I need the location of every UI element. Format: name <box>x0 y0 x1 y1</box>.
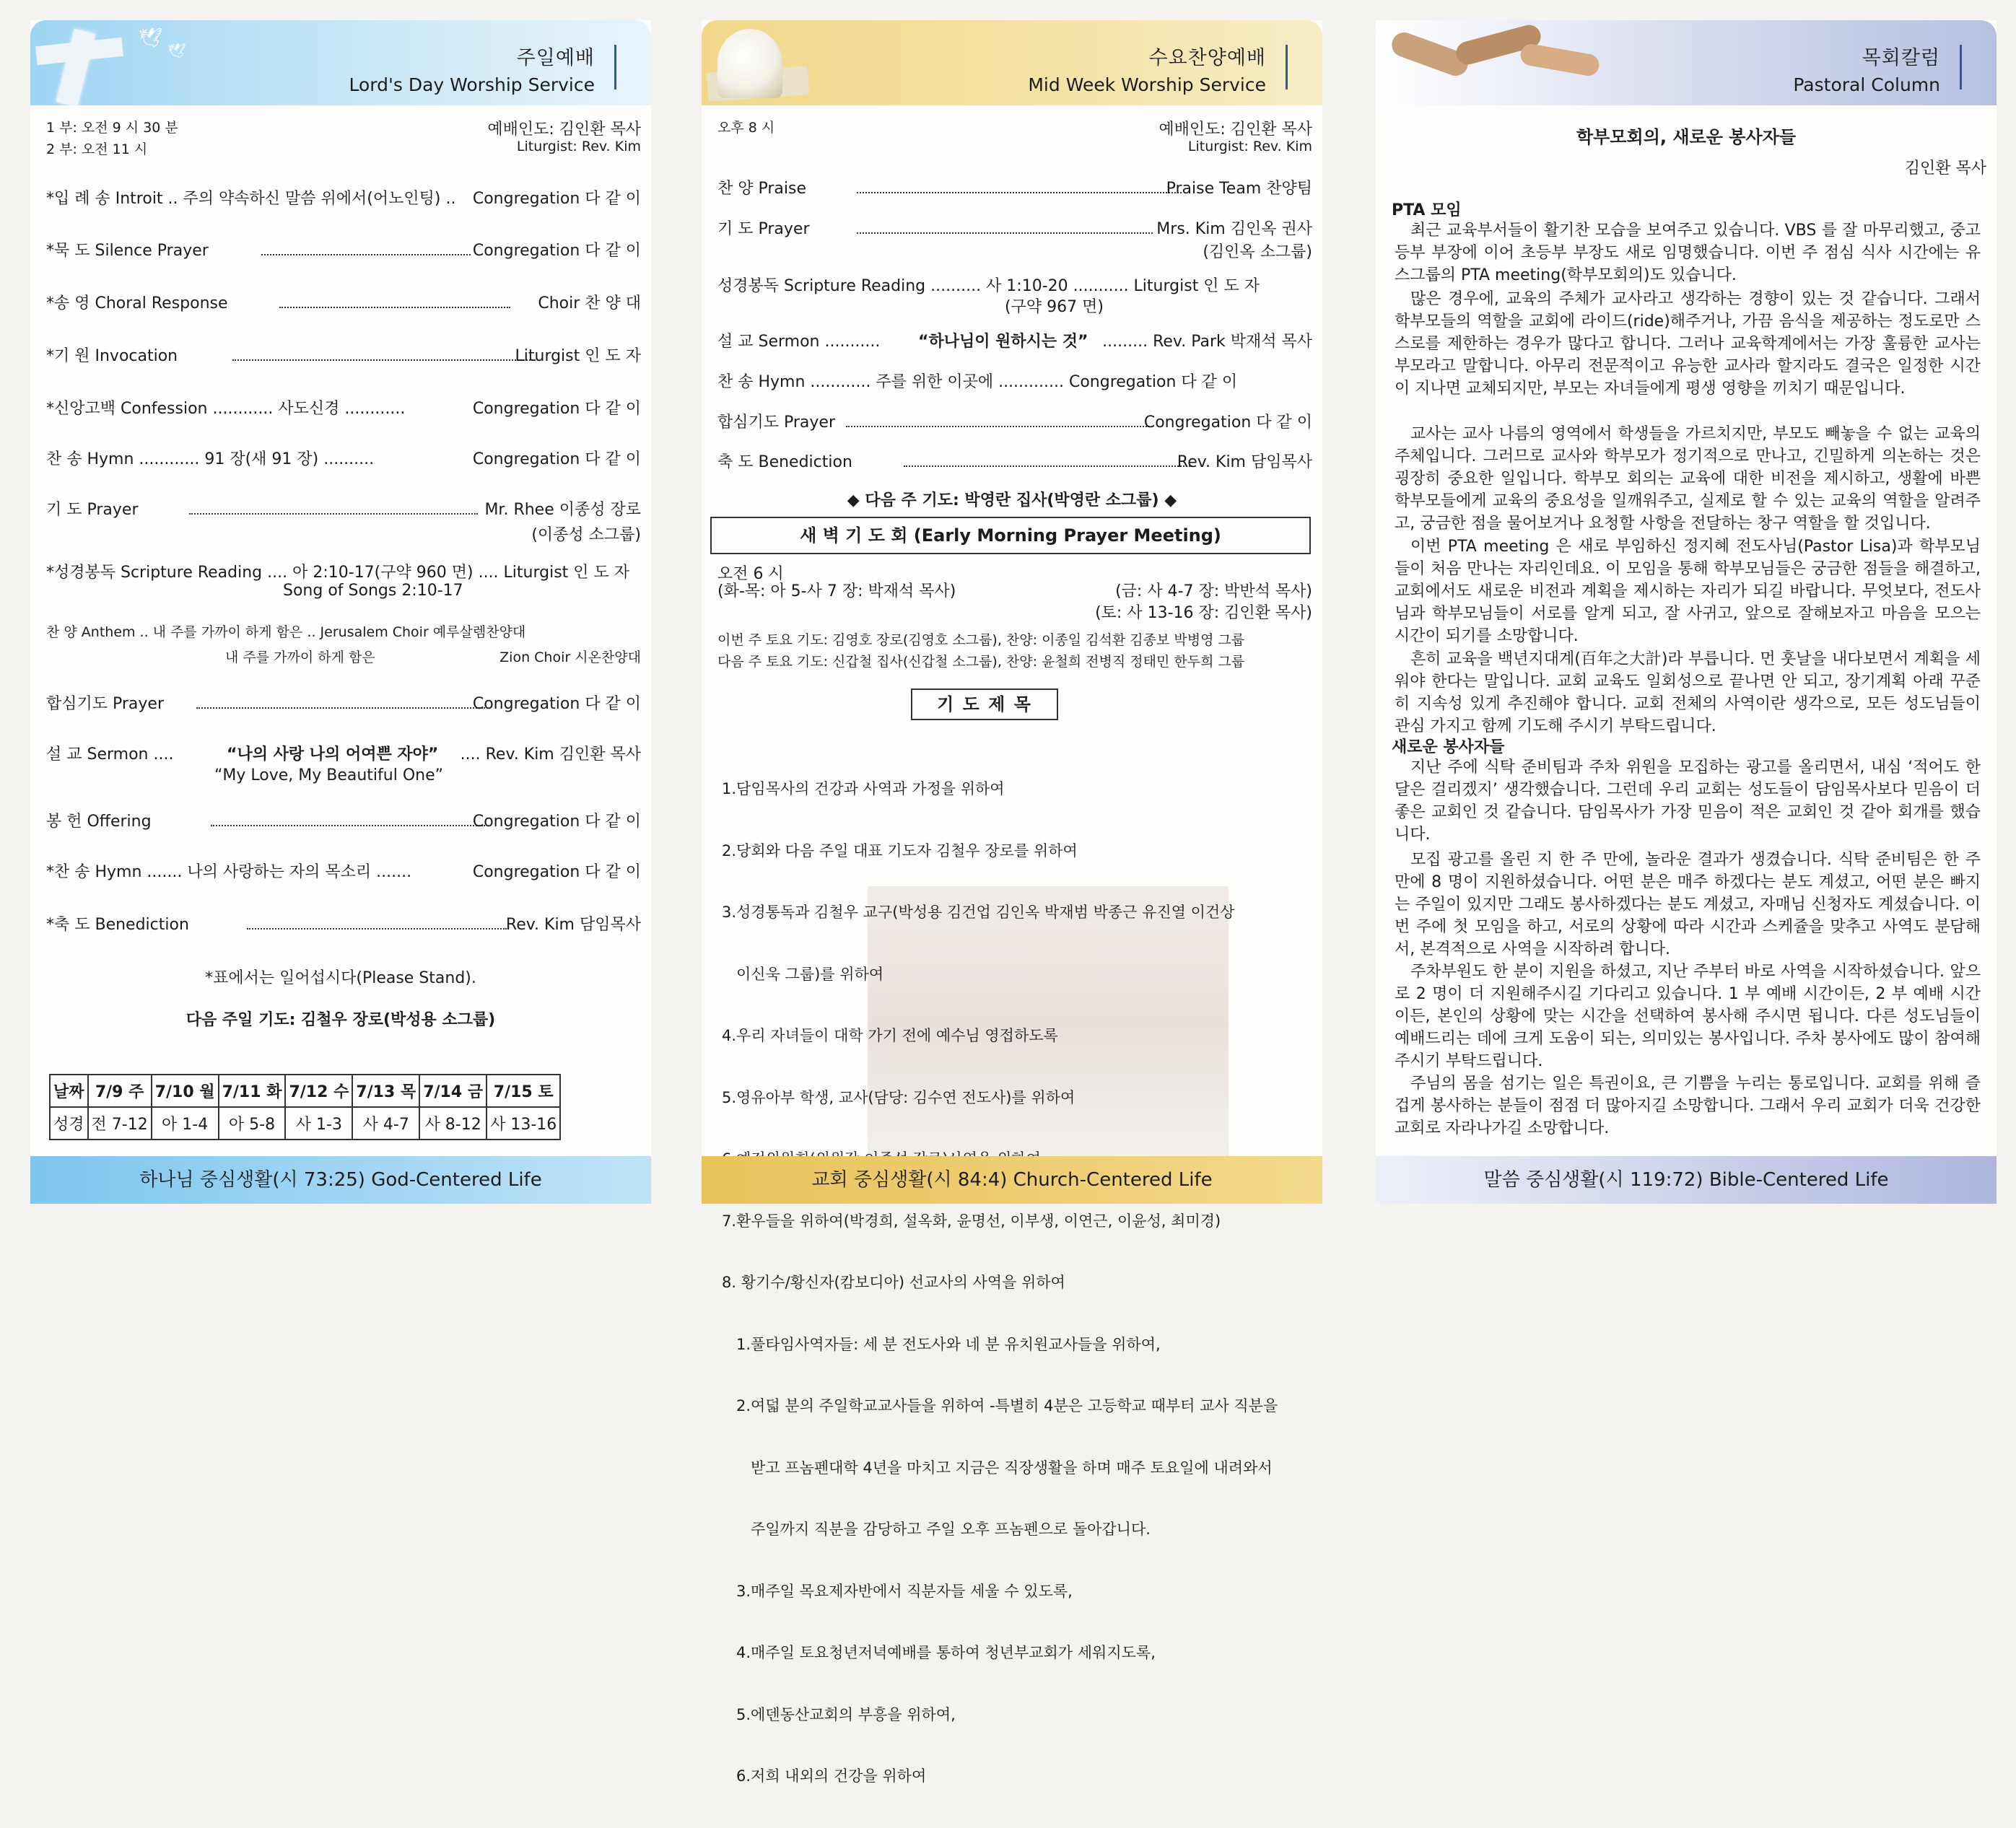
list-item: 받고 프놈펜대학 4년을 마치고 지금은 직장생활을 하며 매주 토요일에 내려와서 <box>722 1459 1273 1477</box>
list-item: 4.우리 자녀들이 대학 가기 전에 예수님 영접하도록 <box>722 1027 1058 1044</box>
order-item-joint-prayer: 합심기도 Prayer <box>46 695 165 713</box>
sermon-title: “하나님이 원하시는 것” <box>918 333 1088 351</box>
next-prayer: 다음 주일 기도: 김철우 장로(박성용 소그룹) <box>186 1011 496 1029</box>
list-item: 6.저희 내외의 건강을 위하여 <box>722 1767 927 1785</box>
order-item-right: Praise Team 찬양팀 <box>1166 180 1312 198</box>
table-cell: 7/12 수 <box>285 1075 352 1107</box>
order-item-sermon: 설 교 Sermon .... <box>46 745 174 764</box>
order-item-right: Mr. Rhee 이종성 장로 <box>484 501 641 519</box>
list-item: 1.담임목사의 건강과 사역과 가정을 위하여 <box>722 780 1005 797</box>
saturday-prayer-next-week: 다음 주 토요 기도: 신갑철 집사(신갑철 소그룹), 찬양: 윤철희 전병직 정태민 한두희 그룹 <box>717 654 1245 670</box>
midweek-header <box>702 20 1322 105</box>
dawn-prayer-title: 새 벽 기 도 회 (Early Morning Prayer Meeting) <box>710 517 1311 554</box>
sermon-title: “나의 사랑 나의 어여쁜 자야” <box>227 745 439 764</box>
lords-day-column <box>30 20 651 1204</box>
prayer-group: (김인옥 소그룹) <box>1203 243 1312 261</box>
table-cell: 성경 <box>50 1107 88 1140</box>
order-item-right: Congregation 다 같 이 <box>472 400 641 418</box>
order-item-right: Congregation 다 같 이 <box>472 813 641 831</box>
order-item-offering: 봉 헌 Offering <box>46 813 152 831</box>
section-title <box>1793 42 1940 95</box>
list-item: 3.매주일 목요제자반에서 직분자들 세울 수 있도록, <box>722 1582 1073 1600</box>
order-item-right: Mrs. Kim 김인옥 권사 <box>1156 220 1312 238</box>
table-cell: 전 7-12 <box>88 1107 152 1140</box>
order-item-benediction: 축 도 Benediction <box>717 453 852 471</box>
scripture-page: (구약 967 면) <box>1005 298 1104 316</box>
sermon-preacher: ......... Rev. Park 박재석 목사 <box>1102 333 1312 351</box>
scripture-ref-en: Song of Songs 2:10-17 <box>283 582 463 600</box>
list-item: 이신욱 그룹)를 위하여 <box>722 965 884 983</box>
paragraph: 최근 교육부서들이 활기찬 모습을 보여주고 있습니다. VBS 를 잘 마무리했고, 중고등부 부장에 이어 초등부 부장도 새로 임명했습니다. 이번 주 점심 식사 시간에는 유스그룹의 PTA meeting(학부모회의)도 있습니다. <box>1395 222 1981 284</box>
paragraph: 많은 경우에, 교육의 주체가 교사라고 생각하는 경향이 있는 것 같습니다. 그래서 학부모들의 역할을 교회에 라이드(ride)해주거나, 가끔 음식을 제공하는 정도로만 스스로를 제한하는 경우가 많다고 합니다. 그러나 교육학계에서는 가장 훌륭한 교사는 부모라고 말합니다. 아무리 전문적이고 유능한 교사라 할지라도 결국은 일정한 시간이 지나면 교체되지만, 부모는 자녀들에게 평생 영향을 끼치기 때문입니다. <box>1395 290 1981 398</box>
dove-icon: 🕊 <box>139 27 163 49</box>
order-item-choral: *송 영 Choral Response <box>46 294 228 312</box>
table-cell: 7/13 목 <box>352 1075 419 1107</box>
paragraph: 흔히 교육을 백년지대계(百年之大計)라 부릅니다. 먼 훗날을 내다보면서 계획을 세워야 한다는 말입니다. 교회 교육도 일회성으로 끝나면 안 되고, 장기계획 아래 꾸준히 지속성 있게 추진해야 합니다. 교회 전체의 사역이란 생각으로, 모든 성도님들이 관심 가지고 함께 기도해 주시기 부탁드립니다. <box>1395 650 1981 735</box>
table-cell: 사 13-16 <box>486 1107 560 1140</box>
order-item-right: Congregation 다 같 이 <box>472 242 641 260</box>
list-item: 5.에덴동산교회의 부흥을 위하여, <box>722 1705 956 1723</box>
section-heading: 새로운 봉사자들 <box>1392 738 1505 756</box>
paragraph: 주차부원도 한 분이 지원을 하셨고, 지난 주부터 바로 사역을 시작하셨습니다. 앞으로 2 명이 더 지원해주시길 기다리고 있습니다. 1 부 예배 시간이든, 2 부 예배 시간이든, 본인의 상황에 맞는 시간을 선택하여 봉사해 주시면 됩니다. 다른 성도님들이 예배드리는 데에 크게 도움이 되는, 의미있는 봉사입니다. 주차 봉사에도 많이 참여해 주시기 부탁드립니다. <box>1395 963 1981 1070</box>
order-item-right: Choir 찬 양 대 <box>538 294 641 312</box>
list-item: 2.여덟 분의 주일학교교사들을 위하여 -특별히 4분은 고등학교 때부터 교사 직분을 <box>722 1397 1278 1414</box>
pastoral-header <box>1376 20 1997 105</box>
order-item-right: Congregation 다 같 이 <box>472 450 641 468</box>
table-cell: 사 1-3 <box>285 1107 352 1140</box>
saturday-prayer-this-week: 이번 주 토요 기도: 김영호 장로(김영호 소그룹), 찬양: 이종일 김석환 김종보 박병영 그룹 <box>717 632 1245 648</box>
header-divider <box>1286 45 1288 89</box>
order-item-closing-hymn: *찬 송 Hymn ....... 나의 사랑하는 자의 목소리 ....... <box>46 863 412 881</box>
reading-schedule-table <box>49 1074 561 1140</box>
order-item-right: Congregation 다 같 이 <box>1143 414 1312 432</box>
order-item-right: Congregation 다 같 이 <box>472 190 641 208</box>
paragraph: 모집 광고를 올린 지 한 주 만에, 놀라운 결과가 생겼습니다. 식탁 준비팀은 한 주 만에 8 명이 지원하셨습니다. 어떤 분은 매주 하겠다는 분도 계셨고, 어떤 분은 빠지는 주일이 있지만 그래도 봉사하겠다는 분도 계셨고, 자매님 신청자도 계셨습니다. 이번 주에 첫 모임을 하고, 서로의 상황에 따라 시간과 스케쥴을 맞추고 사역도 분담해서, 본격적으로 사역을 시작하려 합니다. <box>1395 851 1981 958</box>
header-divider <box>614 45 616 89</box>
worship-leader: 예배인도: 김인환 목사 <box>487 121 641 139</box>
order-item-anthem: 찬 양 Anthem .. 내 주를 가까이 하게 함은 .. Jerusalem Choir 예루살렘찬양대 <box>46 624 526 640</box>
worship-leader-en: Liturgist: Rev. Kim <box>1187 139 1312 154</box>
table-row <box>50 1075 560 1107</box>
order-item-right: Congregation 다 같 이 <box>472 863 641 881</box>
worship-leader-en: Liturgist: Rev. Kim <box>516 139 641 154</box>
order-item-hymn: 찬 송 Hymn ............ 주를 위한 이곳에 ............. Congregation 다 같 이 <box>717 373 1238 391</box>
section-title <box>349 42 595 95</box>
section-title-ko: 목회칼럼 <box>1862 47 1940 69</box>
list-item: 3.성경통독과 김철우 교구(박성용 김건업 김인옥 박재범 박종근 유진열 이건상 <box>722 904 1235 921</box>
dawn-time: 오전 6 시 <box>717 565 784 583</box>
lily-flower-icon <box>717 29 782 98</box>
table-row <box>50 1107 560 1140</box>
column-footer: 하나님 중심생활(시 73:25) God-Centered Life <box>30 1156 651 1204</box>
section-title-ko: 주일예배 <box>516 47 595 69</box>
order-item-benediction: *축 도 Benediction <box>46 916 189 934</box>
order-item-scripture: *성경봉독 Scripture Reading .... 아 2:10-17(구약 960 면) .... Liturgist 인 도 자 <box>46 564 630 582</box>
paragraph: 교사는 교사 나름의 영역에서 학생들을 가르치지만, 부모도 빼놓을 수 없는 교육의 주체입니다. 그러므로 교사와 학부모가 정기적으로 만나고, 긴밀하게 의논하는 것은 굉장히 중요한 일입니다. 학부모 회의는 교육에 대한 비전을 제시하고, 생활에 바쁜 학부모들에게 교육의 중요성을 일깨워주고, 실제로 할 수 있는 교육의 역할을 알려주고, 궁금한 점을 물어보거나 요청할 사항을 전달하는 창구 역할을 할 것입니다. <box>1395 425 1981 533</box>
dove-icon: 🕊 <box>167 42 186 59</box>
list-item: 4.매주일 토요청년저녁예배를 통하여 청년부교회가 세워지도록, <box>722 1644 1156 1661</box>
anthem-2-choir: Zion Choir 시온찬양대 <box>499 650 641 665</box>
next-prayer: ◆ 다음 주 기도: 박영란 집사(박영란 소그룹) ◆ <box>847 491 1177 510</box>
section-heading: PTA 모임 <box>1392 201 1462 219</box>
order-item-right: Congregation 다 같 이 <box>472 695 641 713</box>
article-title: 학부모회의, 새로운 봉사자들 <box>1576 127 1797 147</box>
list-item: 2.당회와 다음 주일 대표 기도자 김철우 장로를 위하여 <box>722 841 1078 860</box>
section-title-en: Mid Week Worship Service <box>1028 74 1266 95</box>
dawn-schedule-2: (금: 사 4-7 장: 박반석 목사) <box>1115 582 1312 600</box>
order-item-prayer: 기 도 Prayer <box>46 501 139 519</box>
order-item-joint-prayer: 합심기도 Prayer <box>717 414 836 432</box>
service-time: 오후 8 시 <box>717 120 775 136</box>
stand-note: *표에서는 일어섭시다(Please Stand). <box>205 969 476 987</box>
section-title-en: Lord's Day Worship Service <box>349 74 595 95</box>
lords-day-header <box>30 20 651 105</box>
order-item-praise: 찬 양 Praise <box>717 180 807 198</box>
order-item-hymn: 찬 송 Hymn ............ 91 장(새 91 장) .......... <box>46 450 375 468</box>
table-cell: 7/15 토 <box>486 1075 560 1107</box>
paragraph: 이번 PTA meeting 은 새로 부임하신 정지혜 전도사님(Pastor Lisa)과 학부모님들이 처음 만나는 자리인데요. 이 모임을 통해 학부모님들은 궁금한 점들을 해결하고, 교회에서도 새로운 비전과 계획을 제시하는 자리가 되길 바랍니다. 무엇보다, 전도사님과 학부모님들이 서로를 알게 되고, 잘 사귀고, 앞으로 잘해보자고 마음을 모으는 시간이 되기를 소망합니다. <box>1395 538 1981 645</box>
dawn-schedule-1: (화-목: 아 5-사 7 장: 박재석 목사) <box>717 582 956 600</box>
order-item-silence: *묵 도 Silence Prayer <box>46 242 209 260</box>
table-cell: 사 8-12 <box>419 1107 486 1140</box>
order-item-prayer: 기 도 Prayer <box>717 220 810 238</box>
section-title <box>1028 42 1266 95</box>
table-cell: 7/14 금 <box>419 1075 486 1107</box>
list-item: 주일까지 직분을 감당하고 주일 오후 프놈펜으로 돌아갑니다. <box>722 1521 1151 1538</box>
hand-icon <box>1519 43 1601 78</box>
worship-leader: 예배인도: 김인환 목사 <box>1158 121 1312 139</box>
section-title-ko: 수요찬양예배 <box>1148 47 1266 69</box>
table-cell: 날짜 <box>50 1075 88 1107</box>
table-cell: 사 4-7 <box>352 1107 419 1140</box>
order-item-introit: *입 례 송 Introit .. 주의 약속하신 말씀 위에서(어노인팅) .. <box>46 190 456 208</box>
midweek-column <box>702 20 1322 1785</box>
pastoral-column <box>1376 20 1997 1204</box>
table-cell: 아 1-4 <box>152 1107 219 1140</box>
list-item: 5.영유아부 학생, 교사(담당: 김수연 전도사)를 위하여 <box>722 1088 1075 1106</box>
column-footer: 말씀 중심생활(시 119:72) Bible-Centered Life <box>1376 1156 1997 1204</box>
order-item-right: Rev. Kim 담임목사 <box>1177 453 1312 471</box>
list-item: 7.환우들을 위하여(박경희, 설옥화, 윤명선, 이부생, 이연근, 이윤성, 최미경) <box>722 1212 1221 1230</box>
prayer-topics-list <box>722 738 1312 1828</box>
section-title-en: Pastoral Column <box>1793 74 1940 95</box>
service-time-2: 2 부: 오전 11 시 <box>46 141 148 157</box>
paragraph: 지난 주에 식탁 준비팀과 주차 위원을 모집하는 광고를 올리면서, 내심 ‘적어도 한 달은 걸리겠지’ 생각했습니다. 그런데 우리 교회는 성도들이 담임목사보다 믿음이 더 좋은 교회인 것 같습니다. 담임목사가 가장 믿음이 적은 교회인 것 같아 회개를 했습니다. <box>1395 758 1981 844</box>
sermon-title-en: “My Love, My Beautiful One” <box>214 766 444 784</box>
column-footer: 교회 중심생활(시 84:4) Church-Centered Life <box>702 1156 1322 1204</box>
service-time-1: 1 부: 오전 9 시 30 분 <box>46 120 178 136</box>
order-item-scripture: 성경봉독 Scripture Reading .......... 사 1:10-20 ........... Liturgist 인 도 자 <box>717 277 1260 295</box>
header-divider <box>1960 45 1962 89</box>
dawn-schedule-3: (토: 사 13-16 장: 김인환 목사) <box>1095 604 1312 622</box>
table-cell: 아 5-8 <box>219 1107 286 1140</box>
table-cell: 7/11 화 <box>219 1075 286 1107</box>
paragraph: 주님의 몸을 섬기는 일은 특권이요, 큰 기쁨을 누리는 통로입니다. 교회를 위해 즐겁게 봉사하는 분들이 점점 더 많아지길 소망합니다. 그래서 우리 교회가 더욱 건강한 교회로 자라나가길 소망합니다. <box>1395 1075 1981 1137</box>
prayer-group: (이종성 소그룹) <box>531 526 641 544</box>
anthem-2: 내 주를 가까이 하게 함은 <box>225 650 375 665</box>
order-item-invocation: *기 원 Invocation <box>46 347 178 365</box>
article-author: 김인환 목사 <box>1904 159 1986 178</box>
list-item: 1.풀타임사역자들: 세 분 전도사와 네 분 유치원교사들을 위하여, <box>722 1335 1161 1353</box>
table-cell: 7/10 월 <box>152 1075 219 1107</box>
table-cell: 7/9 주 <box>88 1075 152 1107</box>
order-item-right: Liturgist 인 도 자 <box>515 347 641 365</box>
sermon-preacher: .... Rev. Kim 김인환 목사 <box>460 745 641 764</box>
prayer-topics-title: 기 도 제 목 <box>911 688 1058 720</box>
order-item-confession: *신앙고백 Confession ............ 사도신경 ............ <box>46 400 406 418</box>
list-item: 8. 황기수/황신자(캄보디아) 선교사의 사역을 위하여 <box>722 1274 1065 1291</box>
order-item-sermon: 설 교 Sermon ........... <box>717 333 881 351</box>
order-item-right: Rev. Kim 담임목사 <box>505 916 641 934</box>
